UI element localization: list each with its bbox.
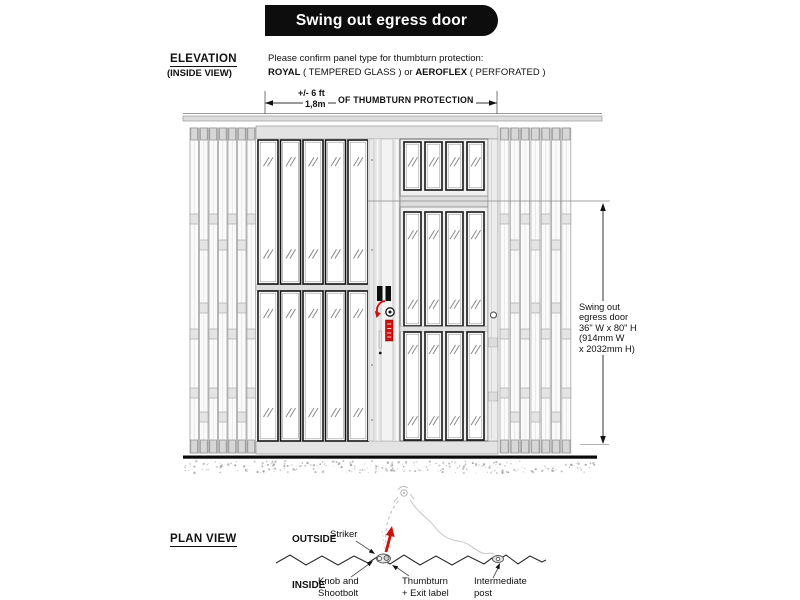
exit-label-icon: [386, 320, 394, 341]
option-conjunction: or: [404, 67, 413, 78]
annotation-line: Swing out: [579, 302, 620, 312]
folded-panel-strip: [541, 128, 550, 453]
folded-panel-strip: [219, 128, 228, 453]
folded-panel-strip: [500, 128, 509, 453]
striker-label: Striker: [330, 529, 358, 540]
glass-pane: [348, 291, 368, 441]
transom-pane: [425, 142, 442, 190]
folded-panel-strip: [521, 128, 530, 453]
folded-panel-strip: [531, 128, 540, 453]
left-stacked-panels: [190, 128, 256, 453]
glass-pane: [326, 140, 346, 284]
door-pane: [446, 332, 463, 440]
folded-panel-strip: [552, 128, 561, 453]
elevation-drawing: [183, 91, 610, 474]
panel-type-note-line2: [268, 67, 546, 79]
left-glass-section: [256, 139, 370, 441]
door-size-annotation: [577, 301, 639, 355]
door-handle: [377, 286, 383, 301]
aeroflex-option: AEROFLEX: [415, 67, 468, 78]
door-knob-icon: [491, 312, 497, 318]
swing-direction-arrow: [386, 526, 395, 552]
door-pane: [467, 332, 484, 440]
door-pane: [446, 212, 463, 326]
striker-open-sketch: [394, 486, 414, 502]
folded-panel-strip: [562, 128, 571, 453]
transom-pane: [467, 142, 484, 190]
thumbturn-exit-label: Thumbturn + Exit label: [402, 576, 449, 599]
right-stacked-panels: [500, 128, 571, 453]
aeroflex-desc: ( PERFORATED ): [469, 67, 546, 78]
glass-pane: [303, 291, 323, 441]
royal-option: ROYAL: [268, 67, 301, 78]
folded-panel-strip: [209, 128, 218, 453]
folded-panel-strip: [200, 128, 209, 453]
door-pane: [467, 212, 484, 326]
top-dimension-imperial: +/- 6 ft: [298, 88, 325, 98]
striker-leader: [356, 541, 375, 554]
swing-path: [382, 499, 494, 554]
plan-intermediate-post: [493, 556, 504, 563]
door-mid-rail: [400, 327, 488, 332]
intermediate-post-label: Intermediate post: [474, 576, 527, 599]
transom-pane: [404, 142, 421, 190]
door-pane: [404, 332, 421, 440]
annotation-line: 36" W x 80" H: [579, 322, 637, 333]
door-pane: [425, 212, 442, 326]
knob-shootbolt-label: Knob and Shootbolt: [318, 576, 359, 599]
inside-label: INSIDE: [292, 580, 326, 591]
outside-label: OUTSIDE: [292, 534, 337, 545]
centre-stile: [368, 139, 402, 441]
plan-view-drawing: [276, 486, 546, 578]
glass-pane: [281, 140, 301, 284]
top-dimension-label: OF THUMBTURN PROTECTION: [338, 95, 474, 105]
floor-line: [183, 456, 597, 459]
plan-pivot-hardware: [377, 554, 391, 563]
folded-panel-strip: [510, 128, 519, 453]
bottom-rail: [256, 441, 498, 454]
door-pane: [425, 332, 442, 440]
title-banner: [265, 5, 498, 36]
egress-door: [400, 139, 488, 441]
annotation-line: x 2032mm H): [579, 343, 635, 354]
knob-leader: [351, 561, 373, 577]
folded-panel-strip: [190, 128, 199, 453]
head-track: [183, 114, 602, 122]
folded-panel-strip: [228, 128, 237, 453]
elevation-heading: ELEVATION: [170, 53, 237, 65]
ground-hatch: [184, 460, 595, 474]
annotation-line: egress door: [579, 312, 629, 323]
glass-pane: [258, 291, 278, 441]
top-dimension-metric: 1,8m: [305, 99, 326, 109]
door-handle: [386, 286, 392, 301]
folded-panel-strip: [247, 128, 256, 453]
transom-pane: [446, 142, 463, 190]
door-pane: [404, 212, 421, 326]
folded-panel-strip: [238, 128, 247, 453]
thumbturn-leader: [392, 565, 409, 576]
glass-pane: [348, 140, 368, 284]
door-jamb: [488, 139, 498, 441]
top-cap-rail: [256, 126, 498, 139]
glass-pane: [281, 291, 301, 441]
glass-pane: [303, 140, 323, 284]
plan-zigzag: [276, 555, 546, 565]
annotation-line: (914mm W: [579, 333, 625, 344]
page-title: Swing out egress door: [295, 11, 468, 29]
plan-view-heading: PLAN VIEW: [170, 533, 237, 545]
royal-desc: ( TEMPERED GLASS ): [303, 67, 402, 78]
door-head-rail: [400, 196, 488, 207]
glass-pane: [326, 291, 346, 441]
glass-pane: [258, 140, 278, 284]
panel-type-note-line1: Please confirm panel type for thumbturn protection:: [268, 53, 484, 64]
elevation-subheading: (INSIDE VIEW): [167, 68, 232, 79]
